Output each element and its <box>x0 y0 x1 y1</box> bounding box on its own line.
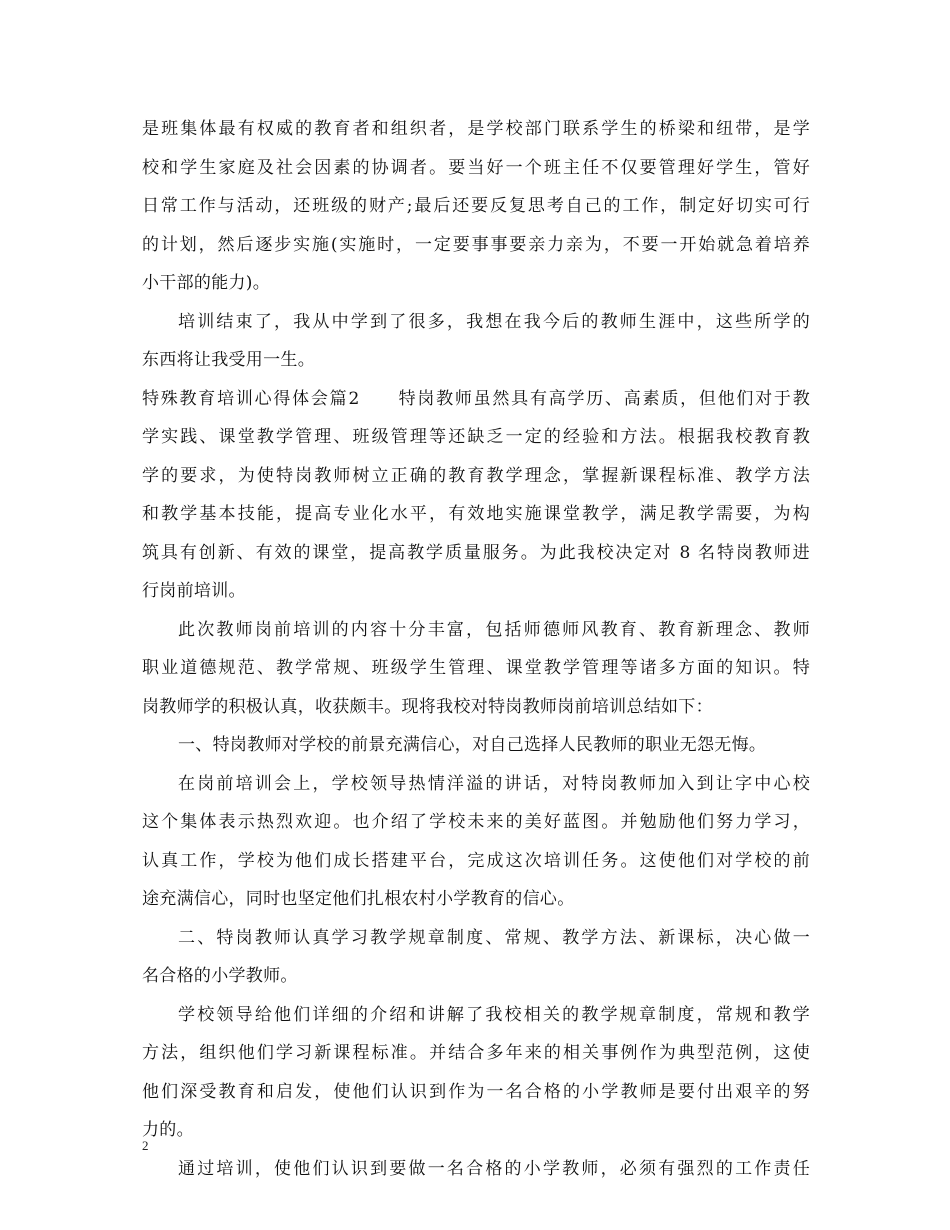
text-line: 筑具有创新、有效的课堂，提高教学质量服务。为此我校决定对 8 名特岗教师进 <box>142 542 810 563</box>
text-line: 校和学生家庭及社会因素的协调者。要当好一个班主任不仅要管理好学生，管好 <box>142 157 810 178</box>
text-line: 在岗前培训会上，学校领导热情洋溢的讲话，对特岗教师加入到让字中心校 <box>178 773 810 794</box>
text-line: 二、特岗教师认真学习教学规章制度、常规、教学方法、新课标，决心做一 <box>178 927 810 948</box>
text-line: 此次教师岗前培训的内容十分丰富，包括师德师风教育、教育新理念、教师 <box>178 619 810 640</box>
text-line: 岗教师学的积极认真，收获颇丰。现将我校对特岗教师岗前培训总结如下： <box>142 696 713 717</box>
text-line: 方法，组织他们学习新课程标准。并结合多年来的相关事例作为典型范例，这使 <box>142 1043 810 1063</box>
text-line: 这个集体表示热烈欢迎。也介绍了学校未来的美好蓝图。并勉励他们努力学习， <box>142 812 810 832</box>
text-line: 东西将让我受用一生。 <box>142 350 315 370</box>
text-line: 职业道德规范、教学常规、班级学生管理、课堂教学管理等诸多方面的知识。特 <box>142 658 810 678</box>
text-line: 是班集体最有权威的教育者和组织者，是学校部门联系学生的桥梁和纽带，是学 <box>142 119 810 139</box>
text-line: 培训结束了，我从中学到了很多，我想在我今后的教师生涯中，这些所学的 <box>178 311 810 332</box>
document-body <box>142 110 810 1188</box>
text-line: 学实践、课堂教学管理、班级管理等还缺乏一定的经验和方法。根据我校教育教 <box>142 427 810 447</box>
text-line: 行岗前培训。 <box>142 581 246 601</box>
text-line: 一、特岗教师对学校的前景充满信心，对自己选择人民教师的职业无怨无悔。 <box>178 735 767 755</box>
text-line: 通过培训，使他们认识到要做一名合格的小学教师，必须有强烈的工作责任 <box>178 1158 810 1179</box>
text-line: 途充满信心，同时也坚定他们扎根农村小学教育的信心。 <box>142 889 575 909</box>
text-line: 名合格的小学教师。 <box>142 966 298 986</box>
page-number: 2 <box>142 1138 149 1153</box>
text-line: 小干部的能力)。 <box>142 273 271 293</box>
text-line: 日常工作与活动，还班级的财产;最后还要反复思考自己的工作，制定好切实可行 <box>142 196 810 216</box>
text-line: 学的要求，为使特岗教师树立正确的教育教学理念，掌握新课程标准、教学方法 <box>142 465 810 486</box>
text-line: 学校领导给他们详细的介绍和讲解了我校相关的教学规章制度，常规和教学 <box>178 1004 810 1025</box>
text-line: 力的。 <box>142 1120 194 1140</box>
text-line: 他们深受教育和启发，使他们认识到作为一名合格的小学教师是要付出艰辛的努 <box>142 1081 810 1102</box>
text-line: 和教学基本技能，提高专业化水平，有效地实施课堂教学，满足教学需要，为构 <box>142 504 810 524</box>
text-line: 特殊教育培训心得体会篇2 特岗教师虽然具有高学历、高素质，但他们对于教 <box>142 388 810 409</box>
text-line: 认真工作，学校为他们成长搭建平台，完成这次培训任务。这使他们对学校的前 <box>142 850 810 871</box>
text-line: 的计划，然后逐步实施(实施时，一定要事事要亲力亲为，不要一开始就急着培养 <box>142 234 810 255</box>
